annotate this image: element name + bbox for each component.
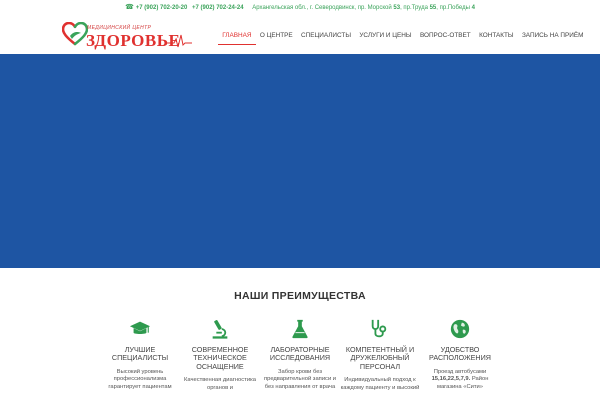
logo-tagline: МЕДИЦИНСКИЙ ЦЕНТР	[87, 25, 152, 31]
flask-icon	[289, 318, 311, 340]
address: Архангельская обл., г. Северодвинск, пр. Морской 53, пр.Труда 55, пр.Победы 4	[252, 5, 475, 11]
feature-item	[100, 318, 180, 391]
heartbeat-icon	[166, 34, 192, 48]
feature-title: УДОБСТВО РАСПОЛОЖЕНИЯ	[429, 345, 491, 363]
nav-about[interactable]: О ЦЕНТРЕ	[259, 32, 293, 39]
feature-text: Качественная диагностика органов и	[184, 377, 256, 391]
features-title: НАШИ ПРЕИМУЩЕСТВА	[234, 290, 366, 302]
feature-item	[180, 318, 260, 392]
feature-item	[420, 318, 500, 391]
features-list	[100, 318, 500, 400]
phone-1[interactable]: +7 (902) 702-20-20	[135, 5, 188, 11]
feature-text: Индивидуальный подход к каждому пациенту и высокий	[340, 377, 420, 391]
logo-brand: ЗДОРОВЬЕ	[86, 31, 181, 50]
feature-text: Проезд автобусами 15,16,22,5,7,9. Район магазина «Сити»	[431, 368, 489, 390]
feature-text: Забор крови без предварительной записи и без направления от врача	[263, 368, 337, 390]
logo[interactable]	[62, 20, 192, 50]
main-nav	[218, 28, 588, 45]
phone-2[interactable]: +7 (902) 702-24-24	[192, 5, 244, 11]
site-header	[0, 14, 600, 54]
nav-specialists[interactable]: СПЕЦИАЛИСТЫ	[301, 32, 351, 39]
feature-title: ЛАБОРАТОРНЫЕ ИССЛЕДОВАНИЯ	[269, 345, 331, 363]
nav-home[interactable]: ГЛАВНАЯ	[218, 28, 256, 45]
stethoscope-icon	[369, 318, 391, 340]
nav-appointment[interactable]: ЗАПИСЬ НА ПРИЁМ	[521, 32, 584, 39]
feature-title: ЛУЧШИЕ СПЕЦИАЛИСТЫ	[111, 345, 169, 363]
feature-item	[340, 318, 420, 392]
microscope-icon	[209, 318, 231, 340]
nav-contacts[interactable]: КОНТАКТЫ	[479, 32, 514, 39]
globe-icon	[449, 318, 471, 340]
feature-title: КОМПЕТЕНТНЫЙ И ДРУЖЕЛЮБНЫЙ ПЕРСОНАЛ	[345, 345, 415, 371]
nav-faq[interactable]: ВОПРОС-ОТВЕТ	[419, 32, 471, 39]
phone-icon: ☎	[125, 4, 134, 11]
graduation-cap-icon	[129, 318, 151, 340]
contact-bar	[0, 2, 600, 14]
feature-text: Высокий уровень профессионализма гарантирует пациентам	[108, 368, 172, 390]
feature-title: СОВРЕМЕННОЕ ТЕХНИЧЕСКОЕ ОСНАЩЕНИЕ	[191, 345, 249, 371]
heart-logo-icon	[62, 22, 88, 46]
feature-item	[260, 318, 340, 391]
hero-banner	[0, 54, 600, 268]
nav-services-prices[interactable]: УСЛУГИ И ЦЕНЫ	[359, 32, 412, 39]
